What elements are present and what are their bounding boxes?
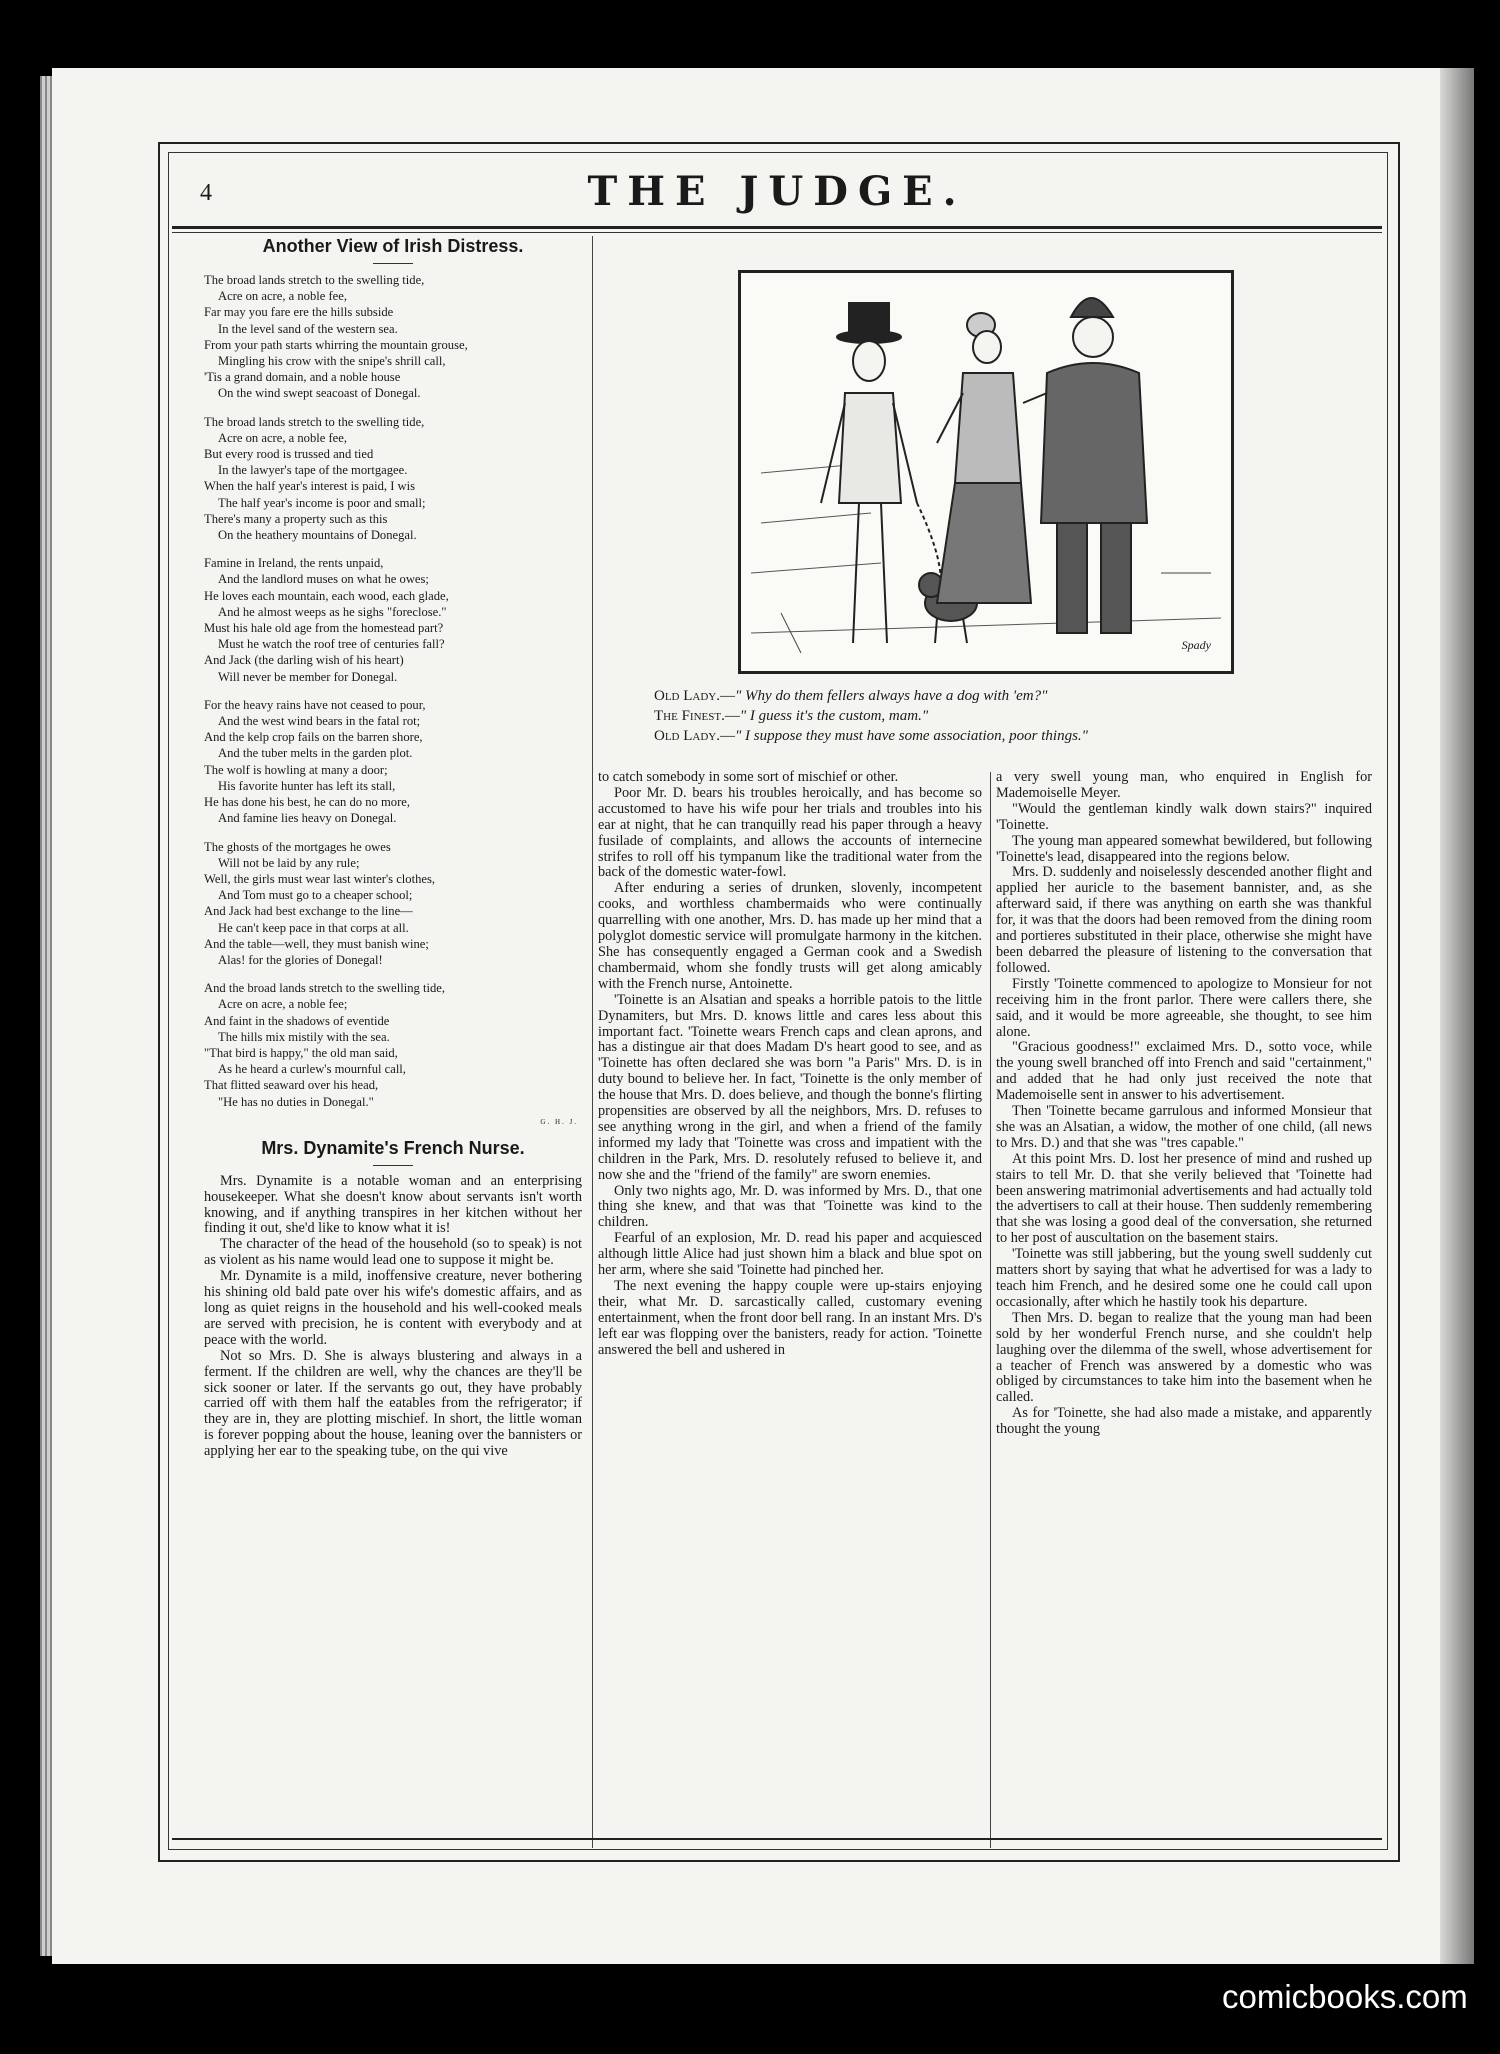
poem (204, 272, 582, 1110)
story-paragraph: Fearful of an explosion, Mr. D. read his paper and acquiesced although little Alice had just shown him a black and blue spot on her arm, where she said 'Toinette had pinched her. (598, 1230, 982, 1279)
poem-line: And famine lies heavy on Donegal. (218, 811, 397, 826)
poem-line: And Tom must go to a cheaper school; (218, 888, 413, 903)
story-paragraph: Mrs. D. suddenly and noiselessly descended another flight and applied her auricle to the basement bannister, and, as she afterward said, if there was anything on earth she was thankful for, it was that the doors had been removed from the dining room and portieres substituted in their place, otherwise she might have been debarred the pleasure of listening to the conversation that followed. (996, 864, 1372, 976)
column-divider (990, 772, 991, 1848)
poem-line: He loves each mountain, each wood, each glade, (204, 588, 449, 603)
poem-line: And the broad lands stretch to the swelling tide, (204, 981, 445, 996)
policeman-figure (1023, 298, 1147, 633)
caption-line (654, 686, 1334, 706)
poem-line: "That bird is happy," the old man said, (204, 1045, 398, 1060)
caption-line (654, 706, 1334, 726)
poem-stanza (204, 272, 582, 402)
poem-line: The half year's income is poor and small; (218, 495, 426, 510)
story-paragraph: Then 'Toinette became garrulous and informed Monsieur that she was an Alsatian, a widow, the mother of one child, (all news to Mrs. D.) and that she was "tres capable." (996, 1103, 1372, 1151)
story-paragraph: As for 'Toinette, she had also made a mistake, and apparently thought the young (996, 1405, 1372, 1438)
page-gutter-shadow (1440, 68, 1474, 1964)
poem-stanza (204, 839, 582, 969)
poem-line: And faint in the shadows of eventide (204, 1013, 390, 1028)
poem-line: And the table—well, they must banish wine; (204, 936, 429, 951)
story-paragraph: Mrs. Dynamite is a notable woman and an enterprising housekeeper. What she doesn't know about servants isn't worth knowing, and if anything transpires in her kitchen without her finding it out, she'd like to know what it is! (204, 1172, 582, 1237)
poem-line: Well, the girls must wear last winter's clothes, (204, 871, 436, 886)
illustration-caption (654, 686, 1334, 746)
poem-line: In the lawyer's tape of the mortgagee. (218, 463, 408, 478)
poem-line: Acre on acre, a noble fee; (218, 997, 348, 1012)
poem-line: Must his hale old age from the homestead part? (204, 621, 444, 636)
poem-line: Alas! for the glories of Donegal! (218, 952, 383, 967)
poem-signature: G. H. J. (540, 1117, 578, 1126)
story-paragraph: "Gracious goodness!" exclaimed Mrs. D., sotto voce, while the young swell branched off into French and said "certainment," and added that he had only just received the note that Mademoiselle sent in answer to his advertisement. (996, 1039, 1372, 1104)
poem-line: Acre on acre, a noble fee, (218, 289, 348, 304)
illustration (738, 270, 1234, 674)
poem-line: The broad lands stretch to the swelling tide, (204, 273, 425, 287)
poem-stanza (204, 697, 582, 827)
column-divider (592, 236, 593, 1848)
story-paragraph: to catch somebody in some sort of mischief or other. (598, 769, 899, 785)
masthead-rule (172, 226, 1382, 229)
story-paragraph: Poor Mr. D. bears his troubles heroically, and has become so accustomed to have his wife pour her trials and troubles into his ear at night, that he can tranquilly read his paper through a heavy fusilade of complaints, and allows the accounts of internecine strifes to roll off his tympanum like the traditional water from the back of the domestic water-fowl. (598, 784, 982, 881)
title-rule (373, 263, 413, 264)
story-title: Mrs. Dynamite's French Nurse. (261, 1137, 525, 1158)
poem-line: And he almost weeps as he sighs "foreclose." (218, 604, 447, 619)
poem-line: In the level sand of the western sea. (218, 321, 398, 336)
story-text-left (204, 1174, 582, 1460)
poem-line: Must he watch the roof tree of centuries fall? (218, 637, 445, 652)
title-rule (373, 1165, 413, 1166)
caption-speaker: The Finest.— (654, 708, 740, 724)
poem-line: And the tuber melts in the garden plot. (218, 746, 413, 761)
poem-line: Will never be member for Donegal. (218, 669, 398, 684)
caption-quote: " I guess it's the custom, mam." (739, 708, 929, 724)
poem-line: And Jack (the darling wish of his heart) (204, 653, 404, 668)
poem-stanza (204, 980, 582, 1110)
story-paragraph: The young man appeared somewhat bewildered, but following 'Toinette's lead, disappeared into the regions below. (996, 832, 1372, 865)
poem-line: When the half year's interest is paid, I wis (204, 479, 416, 494)
poem-line: "He has no duties in Donegal." (218, 1094, 374, 1109)
poem-line: For the heavy rains have not ceased to pour, (204, 697, 426, 712)
story-paragraph: Only two nights ago, Mr. D. was informed by Mrs. D., that one thing she knew, and that was that 'Toinette was kind to the children. (598, 1182, 982, 1231)
story-paragraph: Firstly 'Toinette commenced to apologize to Monsieur for not receiving him in the front parlor. There were callers there, she said, and it would be more agreeable, she thought, to see him alone. (996, 975, 1372, 1040)
poem-line: And the kelp crop fails on the barren shore, (204, 730, 423, 745)
poem-line: The ghosts of the mortgages he owes (204, 839, 391, 854)
poem-line: The wolf is howling at many a door; (204, 762, 388, 777)
poem-line: And Jack had best exchange to the line— (204, 904, 413, 919)
masthead (172, 168, 1382, 228)
caption-line (654, 726, 1334, 746)
watermark: comicbooks.com (1222, 1978, 1468, 2015)
story-text-right (996, 770, 1372, 1438)
poem-stanza (204, 555, 582, 685)
cartoon-drawing (741, 273, 1231, 671)
story-paragraph: Mr. Dynamite is a mild, inoffensive creature, never bothering his shining old bald pate over his wife's domestic affairs, and as long as quiet reigns in the household and his well-cooked meals are served with precision, he is content with everybody and at peace with the world. (204, 1268, 582, 1348)
story-text-middle (598, 770, 982, 1359)
story-paragraph: At this point Mrs. D. lost her presence of mind and rushed up stairs to tell Mr. D. that she verily believed that 'Toinette had been answering matrimonial advertisements and had actually told the advertisers to call at their house. Then suddenly remembering that she was losing a good deal of the conversation, she returned to her post of auscultation on the basement stairs. (996, 1150, 1372, 1247)
story-paragraph: The next evening the happy couple were up-stairs enjoying their, what Mr. D. sarcastically called, customary evening entertainment, when the front door bell rang. In an instant Mrs. D's left ear was flopping over the banisters, ready for action. 'Toinette answered the bell and ushered in (598, 1278, 982, 1358)
poem-line: 'Tis a grand domain, and a noble house (204, 370, 401, 385)
old-lady-figure (937, 313, 1031, 603)
story-paragraph: a very swell young man, who enquired in English for Mademoiselle Meyer. (996, 769, 1372, 801)
artist-signature: Spady (1181, 638, 1211, 652)
page-number: 4 (200, 180, 212, 206)
story-paragraph: 'Toinette was still jabbering, but the young swell suddenly cut matters short by saying that what he advertised for was a lady to teach him French, and he desired some one he could call upon occasionally, after which he hastily took his departure. (996, 1246, 1372, 1310)
caption-quote: " I suppose they must have some association, poor things." (735, 728, 1088, 744)
left-column (204, 236, 582, 1460)
poem-line: Far may you fare ere the hills subside (204, 305, 394, 320)
poem-line: The broad lands stretch to the swelling tide, (204, 414, 425, 429)
masthead-title: THE JUDGE. (587, 168, 967, 215)
poem-line: As he heard a curlew's mournful call, (218, 1062, 406, 1077)
poem-line: On the heathery mountains of Donegal. (218, 528, 417, 543)
caption-speaker: Old Lady.— (654, 728, 735, 744)
poem-line: On the wind swept seacoast of Donegal. (218, 386, 421, 401)
poem-line: His favorite hunter has left its stall, (218, 778, 396, 793)
masthead-rule-thin (172, 232, 1382, 233)
poem-line: There's many a property such as this (204, 511, 388, 526)
story-paragraph: The character of the head of the household (so to speak) is not as violent as his name would lead one to suppose it might be. (204, 1236, 582, 1269)
poem-line: From your path starts whirring the mountain grouse, (204, 337, 468, 352)
poem-line: Acre on acre, a noble fee, (218, 430, 348, 445)
page-bottom-rule (172, 1838, 1382, 1840)
poem-line: Mingling his crow with the snipe's shrill call, (218, 354, 446, 369)
poem-line: He has done his best, he can do no more, (204, 795, 410, 810)
story-paragraph: Then Mrs. D. began to realize that the young man had been sold by her wonderful French nurse, and she couldn't help laughing over the dilemma of the swell, whose advertisement for a teacher of French was answered by a domestic who was obliged by circumstances to take him into the basement when he called. (996, 1309, 1372, 1406)
story-paragraph: After enduring a series of drunken, slovenly, incompetent cooks, and worthless chambermaids who were continually quarrelling with one another, Mrs. D. has made up her mind that a polyglot domestic service will promulgate harmony in the kitchen. She has consequently engaged a German cook and a Swedish chambermaid, whom she fondly trusts will get along amicably with the French nurse, Antoinette. (598, 880, 982, 992)
poem-line: Will not be laid by any rule; (218, 855, 360, 870)
poem-line: That flitted seaward over his head, (204, 1078, 379, 1093)
story-paragraph: "Would the gentleman kindly walk down stairs?" inquired 'Toinette. (996, 800, 1372, 833)
poem-title: Another View of Irish Distress. (262, 236, 524, 256)
poem-line: He can't keep pace in that corps at all. (218, 920, 409, 935)
poem-line: Famine in Ireland, the rents unpaid, (204, 556, 384, 571)
caption-speaker: Old Lady.— (654, 688, 735, 704)
poem-stanza (204, 414, 582, 544)
story-paragraph: Not so Mrs. D. She is always blustering and always in a ferment. If the children are well, why the chances are they'll be sick sooner or later. If the servants go out, they have probably carried off with them half the eatables from the refrigerator; if they are in, they are plotting mischief. In short, the little woman is forever popping about the house, leaning over the bannisters or applying her ear to the speaking tube, on the qui vive (204, 1347, 582, 1460)
poem-line: And the west wind bears in the fatal rot; (218, 714, 421, 729)
poem-line: But every rood is trussed and tied (204, 447, 374, 462)
poem-line: And the landlord muses on what he owes; (218, 572, 429, 587)
poem-line: The hills mix mistily with the sea. (218, 1029, 390, 1044)
story-paragraph: 'Toinette is an Alsatian and speaks a horrible patois to the little Dynamiters, but Mrs. D. knows little and cares less about this important fact. 'Toinette wears French caps and clean aprons, and has a distingue air that does Madam D's heart good to see, and as 'Toinette has often declared she was born "a Paris" Mrs. D. is in duty bound to believe her. In fact, 'Toinette is the only member of the house that Mrs. D. does believe, and though the bonne's flirting propensities are observed by all the neighbors, Mrs. D. refuses to see anything wrong in the girl, and when a friend of the family informed my lady that 'Toinette was cross and impatient with the children in the Park, Mrs. D. resolutely refused to believe it, and now she and the "friend of the family" are sworn enemies. (598, 991, 982, 1183)
caption-quote: " Why do them fellers always have a dog with 'em?" (735, 688, 1048, 704)
